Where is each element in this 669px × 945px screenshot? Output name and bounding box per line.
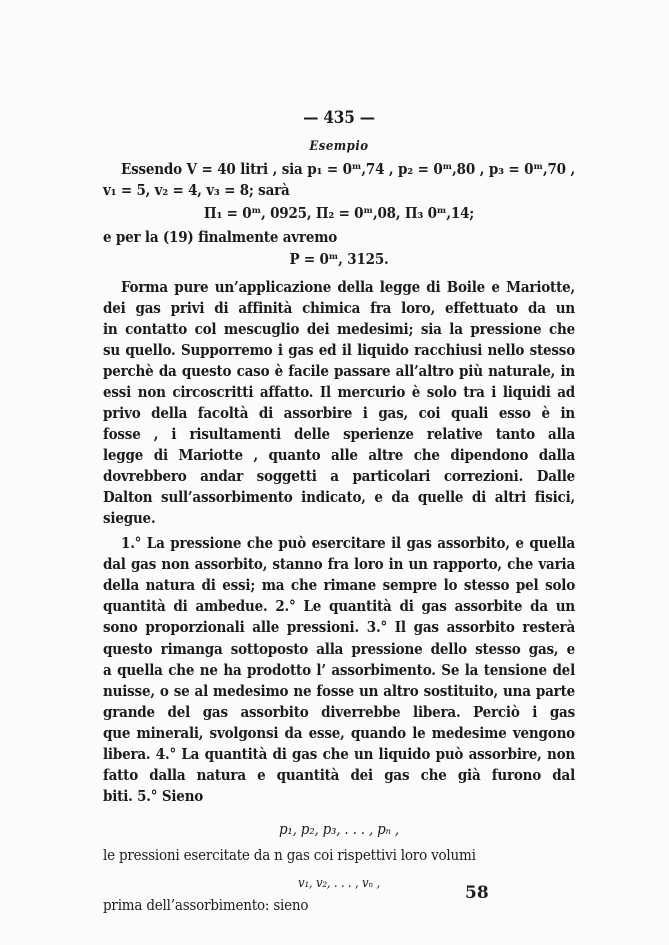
paragraph-line: nuisse, o se al medesimo ne fosse un altro sostituito, una parte: [103, 681, 575, 700]
paragraph-line: in contatto col mescuglio dei medesimi; sia la pressione che: [103, 320, 575, 338]
paragraph-line: questo rimanga sottoposto alla pressione dello stesso gas, e: [103, 639, 575, 658]
paragraph-line: que minerali, svolgonsi da esse, quando le medesime vengono: [103, 723, 575, 742]
section-heading: Esempio: [309, 139, 369, 154]
paragraph-line: perchè da questo caso è facile passare all’altro più naturale, in: [103, 362, 575, 380]
paragraph-line: grande del gas assorbito diverrebbe libera. Perciò i gas: [103, 702, 575, 721]
paragraph-line: privo della facoltà di assorbire i gas, coi quali esso è in: [103, 404, 575, 422]
example-line: e per la (19) finalmente avremo: [103, 228, 338, 246]
paragraph-line: dovrebbero andar soggetti a particolari correzioni. Dalle: [103, 467, 575, 485]
paragraph-line: legge di Mariotte , quanto alle altre che dipendono dalla: [103, 446, 575, 464]
example-line: v₁ = 5, v₂ = 4, v₃ = 8; sarà: [103, 181, 290, 199]
paragraph-line: Dalton sull’assorbimento indicato, e da quelle di altri fisici,: [103, 488, 575, 506]
paragraph-line: dal gas non assorbito, stanno fra loro in un rapporto, che varia: [103, 555, 575, 574]
paragraph-line: dei gas privi di affinità chimica fra loro, effettuato da un: [103, 299, 575, 317]
formula-pressures: p₁, p₂, p₃, . . . , pₙ ,: [279, 820, 399, 838]
example-result: P = 0ᵐ, 3125.: [289, 250, 389, 268]
formula-volumes: v₁, v₂, . . . , vₙ ,: [298, 876, 380, 891]
example-line: Essendo V = 40 litri , sia p₁ = 0ᵐ,74 , p₂ = 0ᵐ,80 , p₃ = 0ᵐ,70 ,: [121, 160, 575, 178]
page-number: — 435 —: [303, 108, 375, 128]
signature-mark: 58: [465, 883, 489, 903]
paragraph-line: fosse , i risultamenti delle sperienze relative tanto alla: [103, 425, 575, 443]
paragraph-line: sono proporzionali alle pressioni. 3.° Il gas assorbito resterà: [103, 618, 575, 637]
paragraph-line: essi non circoscritti affatto. Il mercurio è solo tra i liquidi ad: [103, 383, 575, 401]
paragraph-line: quantità di ambedue. 2.° Le quantità di gas assorbite da un: [103, 597, 575, 616]
text-line: prima dell’assorbimento: sieno: [103, 896, 309, 914]
example-formula: Π₁ = 0ᵐ, 0925, Π₂ = 0ᵐ,08, Π₃ 0ᵐ,14;: [203, 204, 475, 222]
paragraph-line: biti. 5.° Sieno: [103, 787, 204, 806]
paragraph-line: della natura di essi; ma che rimane sempre lo stesso pel solo: [103, 576, 575, 595]
paragraph-line: su quello. Supporremo i gas ed il liquido racchiusi nello stesso: [103, 341, 575, 359]
paragraph-line: libera. 4.° La quantità di gas che un liquido può assorbire, non: [103, 745, 575, 763]
paragraph-line: fatto dalla natura e quantità dei gas che già furono dal: [103, 766, 575, 785]
paragraph-line: siegue.: [103, 509, 156, 527]
paragraph-line: 1.° La pressione che può esercitare il gas assorbito, e quella: [121, 534, 575, 552]
paragraph-line: Forma pure un’applicazione della legge di Boile e Mariotte,: [121, 278, 575, 296]
paragraph-line: a quella che ne ha prodotto l’ assorbimento. Se la tensione del: [103, 660, 575, 679]
text-line: le pressioni esercitate da n gas coi rispettivi loro volumi: [103, 846, 476, 864]
